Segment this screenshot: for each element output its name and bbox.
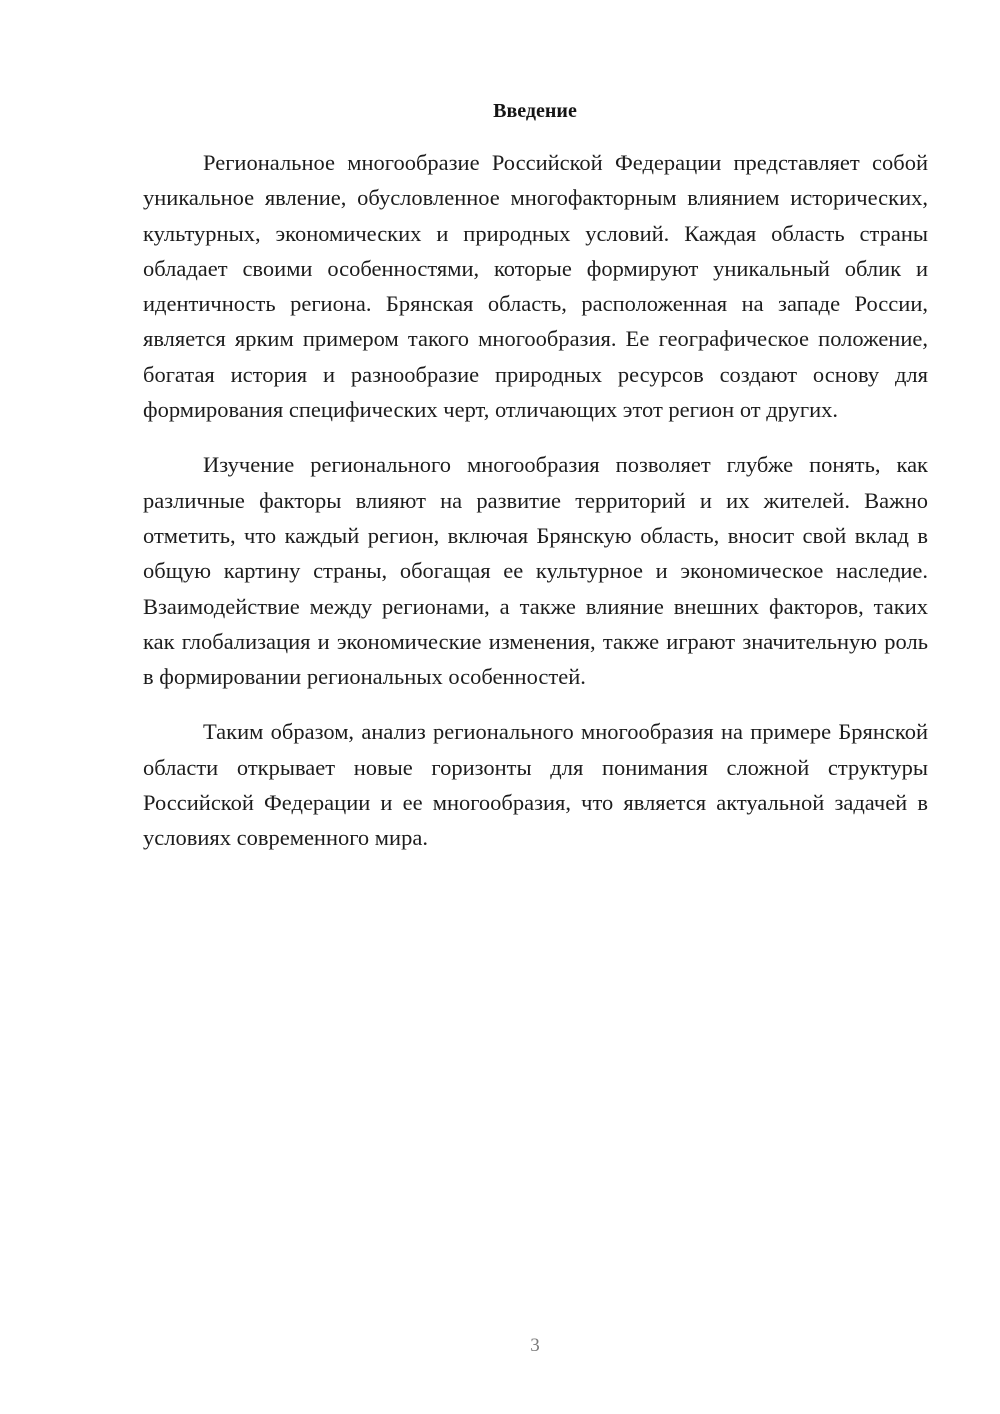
paragraph-2: Изучение регионального многообразия позволяет глубже понять, как различные факторы влияют на развитие территорий и их жителей. Важно отметить, что каждый регион, включая Брянскую область, вносит свой вклад в общую картину страны, обогащая ее культурное и экономическое наследие. Взаимодействие между регионами, а также влияние внешних факторов, таких как глобализация и экономические изменения, также играют значительную роль в формировании региональных особенностей. — [143, 452, 928, 690]
section-heading: Введение — [493, 100, 577, 122]
paragraph-1: Региональное многообразие Российской Федерации представляет собой уникальное явление, обусловленное многофакторным влиянием исторических, культурных, экономических и природных условий. Каждая область страны обладает своими особенностями, которые формируют уникальный облик и идентичность региона. Брянская область, расположенная на западе России, является ярким примером такого многообразия. Ее географическое положение, богатая история и разнообразие природных ресурсов создают основу для формирования специфических черт, отличающих этот регион от других. — [143, 150, 928, 423]
page-number: 3 — [530, 1335, 540, 1356]
body-text — [143, 145, 928, 876]
paragraph-3: Таким образом, анализ регионального многообразия на примере Брянской области открывает новые горизонты для понимания сложной структуры Российской Федерации и ее многообразия, что является актуальной задачей в условиях современного мира. — [143, 719, 928, 851]
